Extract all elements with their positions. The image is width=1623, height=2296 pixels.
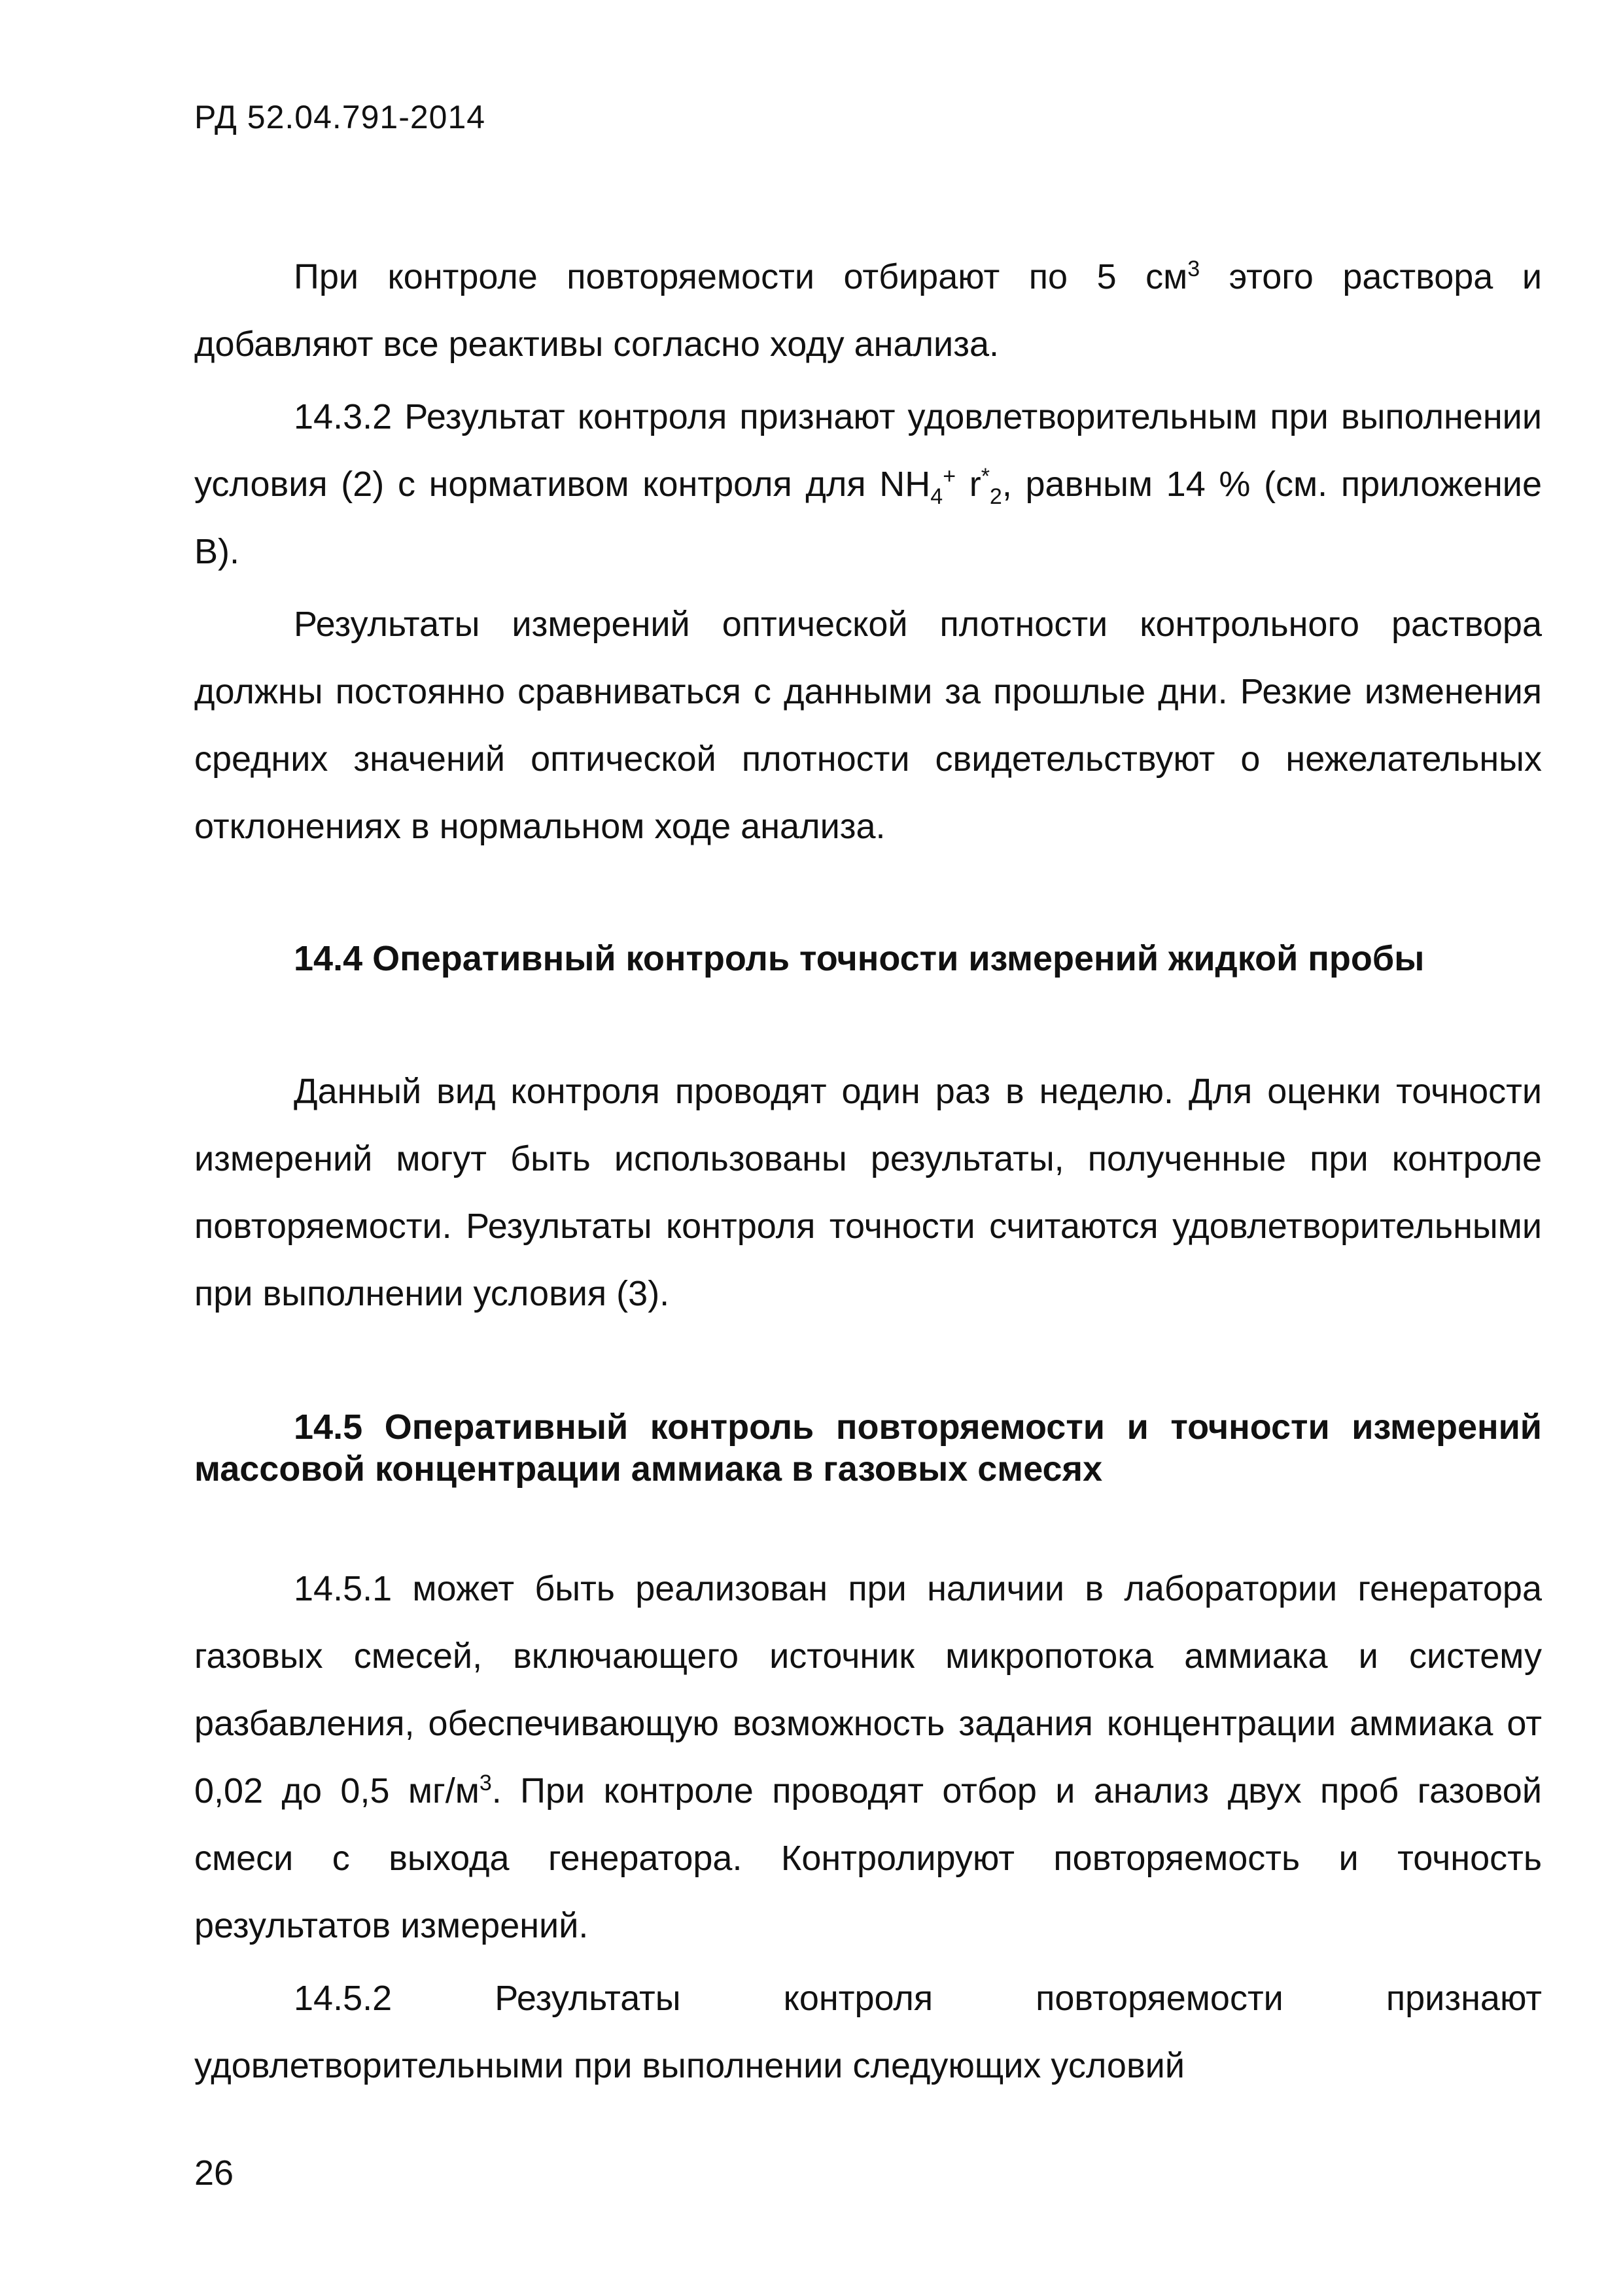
text-run: 14.3.2 Результат контроля признают удовлетворительным при выполнении условия (2) с нормативом контроля для NH	[194, 397, 1542, 504]
document-code-header: РД 52.04.791-2014	[194, 99, 486, 135]
heading-14-5: 14.5 Оперативный контроль повторяемости и точности измерений массовой концентрации аммиака в газовых смесях	[194, 1407, 1542, 1489]
heading-14-4: 14.4 Оперативный контроль точности измерений жидкой пробы	[294, 939, 1425, 978]
superscript: *	[981, 464, 990, 489]
paragraph-14-3-2	[194, 383, 1542, 586]
paragraph-14-5-2: 14.5.2 Результаты контроля повторяемости признают удовлетворительными при выполнении следующих условий	[194, 1979, 1542, 2085]
text-run: этого раствора и добавляют все реактивы согласно ходу анализа.	[194, 257, 1542, 364]
page-body	[194, 243, 1542, 2100]
paragraph-repeatability-sampling	[194, 243, 1542, 378]
superscript: +	[943, 464, 956, 489]
text-run: . При контроле проводят отбор и анализ двух проб газовой смеси с выхода генератора. Контролируют повторяемость и точность результатов измерений.	[194, 1771, 1543, 1945]
text-run: 14.5.1 может быть реализован при наличии в лаборатории генератора газовых смесей, включающего источник микропотока аммиака и систему разбавления, обеспечивающую возможность задания концентрации аммиака от 0,02 до 0,5 мг/м	[194, 1569, 1542, 1810]
superscript: 3	[479, 1771, 492, 1795]
page-number: 26	[194, 2153, 234, 2193]
text-run: , равным 14 % (см. приложение В).	[194, 465, 1542, 571]
paragraph-weekly-control: Данный вид контроля проводят один раз в неделю. Для оценки точности измерений могут быть использованы результаты, полученные при контроле повторяемости. Результаты контроля точности считаются удовлетворительными при выполнении условия (3).	[194, 1072, 1542, 1313]
paragraph-14-5-1	[194, 1555, 1542, 1960]
subscript: 2	[989, 484, 1002, 509]
text-run: r	[956, 465, 981, 504]
superscript: 3	[1187, 256, 1200, 281]
paragraph-optical-density: Результаты измерений оптической плотности контрольного раствора должны постоянно сравниваться с данными за прошлые дни. Резкие изменения средних значений оптической плотности свидетельствуют о нежелательных отклонениях в нормальном ходе анализа.	[194, 605, 1542, 846]
text-run: При контроле повторяемости отбирают по 5 см	[294, 257, 1188, 296]
subscript: 4	[930, 484, 943, 509]
